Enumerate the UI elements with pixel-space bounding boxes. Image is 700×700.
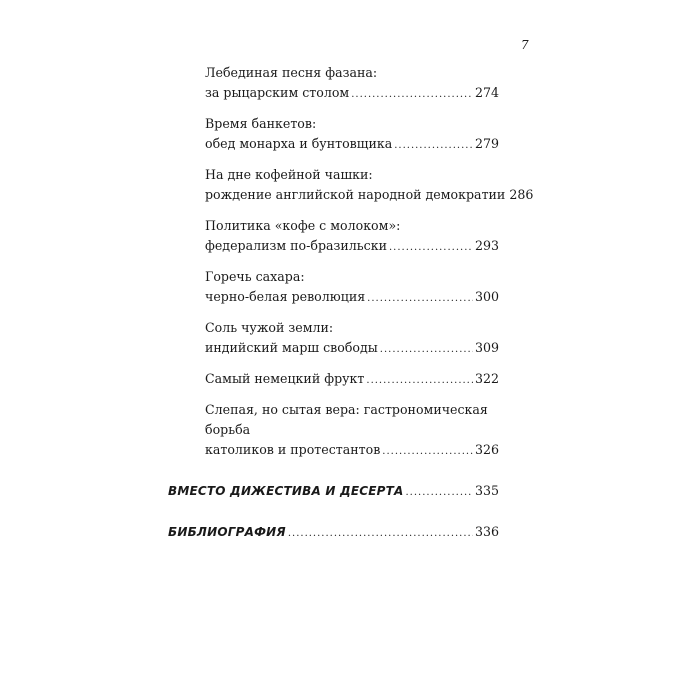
table-of-contents bbox=[168, 63, 534, 563]
toc-section-line bbox=[168, 481, 499, 503]
toc-entry-title-line1: На дне кофейной чашки: bbox=[205, 167, 373, 182]
toc-page-number: 322 bbox=[474, 371, 499, 386]
toc-entry-title-line2: федерализм по-бразильски bbox=[205, 238, 387, 253]
dot-leader bbox=[394, 136, 473, 156]
toc-section-title: БИБЛИОГРАФИЯ bbox=[168, 525, 286, 539]
toc-entry-line bbox=[205, 185, 534, 207]
toc-entry-title-line1: Горечь сахара: bbox=[205, 269, 305, 284]
dot-leader bbox=[389, 238, 473, 258]
toc-entry-line bbox=[205, 369, 499, 391]
toc-entry-title-line2: индийский марш свободы bbox=[205, 340, 378, 355]
toc-entry-title-line1: Слепая, но сытая вера: гастрономическая борьба bbox=[205, 402, 488, 437]
toc-entry-title-line1: Соль чужой земли: bbox=[205, 320, 334, 335]
dot-leader bbox=[380, 340, 473, 360]
toc-entry-line bbox=[205, 83, 499, 105]
toc-page-number: 286 bbox=[509, 187, 534, 202]
toc-entry-title-line2: за рыцарским столом bbox=[205, 85, 350, 100]
toc-entry-title-line2: католиков и протестантов bbox=[205, 442, 381, 457]
toc-page-number: 309 bbox=[474, 340, 499, 355]
toc-page-number: 326 bbox=[474, 442, 499, 457]
toc-entry bbox=[168, 400, 499, 462]
toc-entry-line bbox=[205, 134, 499, 156]
toc-entry-title-line1: Лебединая песня фазана: bbox=[205, 65, 378, 80]
toc-page-number: 336 bbox=[474, 524, 499, 539]
toc-entry-line bbox=[205, 338, 499, 360]
dot-leader bbox=[351, 85, 473, 105]
page-number: 7 bbox=[521, 38, 529, 52]
dot-leader bbox=[288, 524, 473, 544]
toc-entry bbox=[168, 114, 499, 156]
dot-leader bbox=[366, 371, 473, 391]
toc-page-number: 335 bbox=[474, 483, 499, 498]
toc-entry-title-line1: Политика «кофе с молоком»: bbox=[205, 218, 401, 233]
toc-entry-line bbox=[205, 236, 499, 258]
toc-entry-title-line2: рождение английской народной демократии bbox=[205, 187, 506, 202]
toc-entry bbox=[168, 165, 534, 207]
dot-leader bbox=[406, 483, 473, 503]
toc-entry bbox=[168, 318, 499, 360]
toc-entry bbox=[168, 369, 499, 391]
toc-entry bbox=[168, 267, 499, 309]
toc-page-number: 300 bbox=[474, 289, 499, 304]
toc-section bbox=[168, 522, 499, 544]
dot-leader bbox=[382, 442, 473, 462]
toc-entry-title-line2: черно-белая революция bbox=[205, 289, 366, 304]
toc-entry bbox=[168, 216, 499, 258]
toc-entry-line bbox=[205, 440, 499, 462]
toc-section-line bbox=[168, 522, 499, 544]
toc-page-number: 274 bbox=[474, 85, 499, 100]
toc-entry-line bbox=[205, 287, 499, 309]
toc-entry-title-line2: обед монарха и бунтовщика bbox=[205, 136, 393, 151]
toc-entry bbox=[168, 63, 499, 105]
toc-entry-title: Самый немецкий фрукт bbox=[205, 371, 365, 386]
toc-page-number: 279 bbox=[474, 136, 499, 151]
toc-section-title: ВМЕСТО ДИЖЕСТИВА И ДЕСЕРТА bbox=[168, 484, 404, 498]
toc-section bbox=[168, 481, 499, 503]
dot-leader bbox=[367, 289, 473, 309]
toc-entry-title-line1: Время банкетов: bbox=[205, 116, 317, 131]
toc-page-number: 293 bbox=[474, 238, 499, 253]
